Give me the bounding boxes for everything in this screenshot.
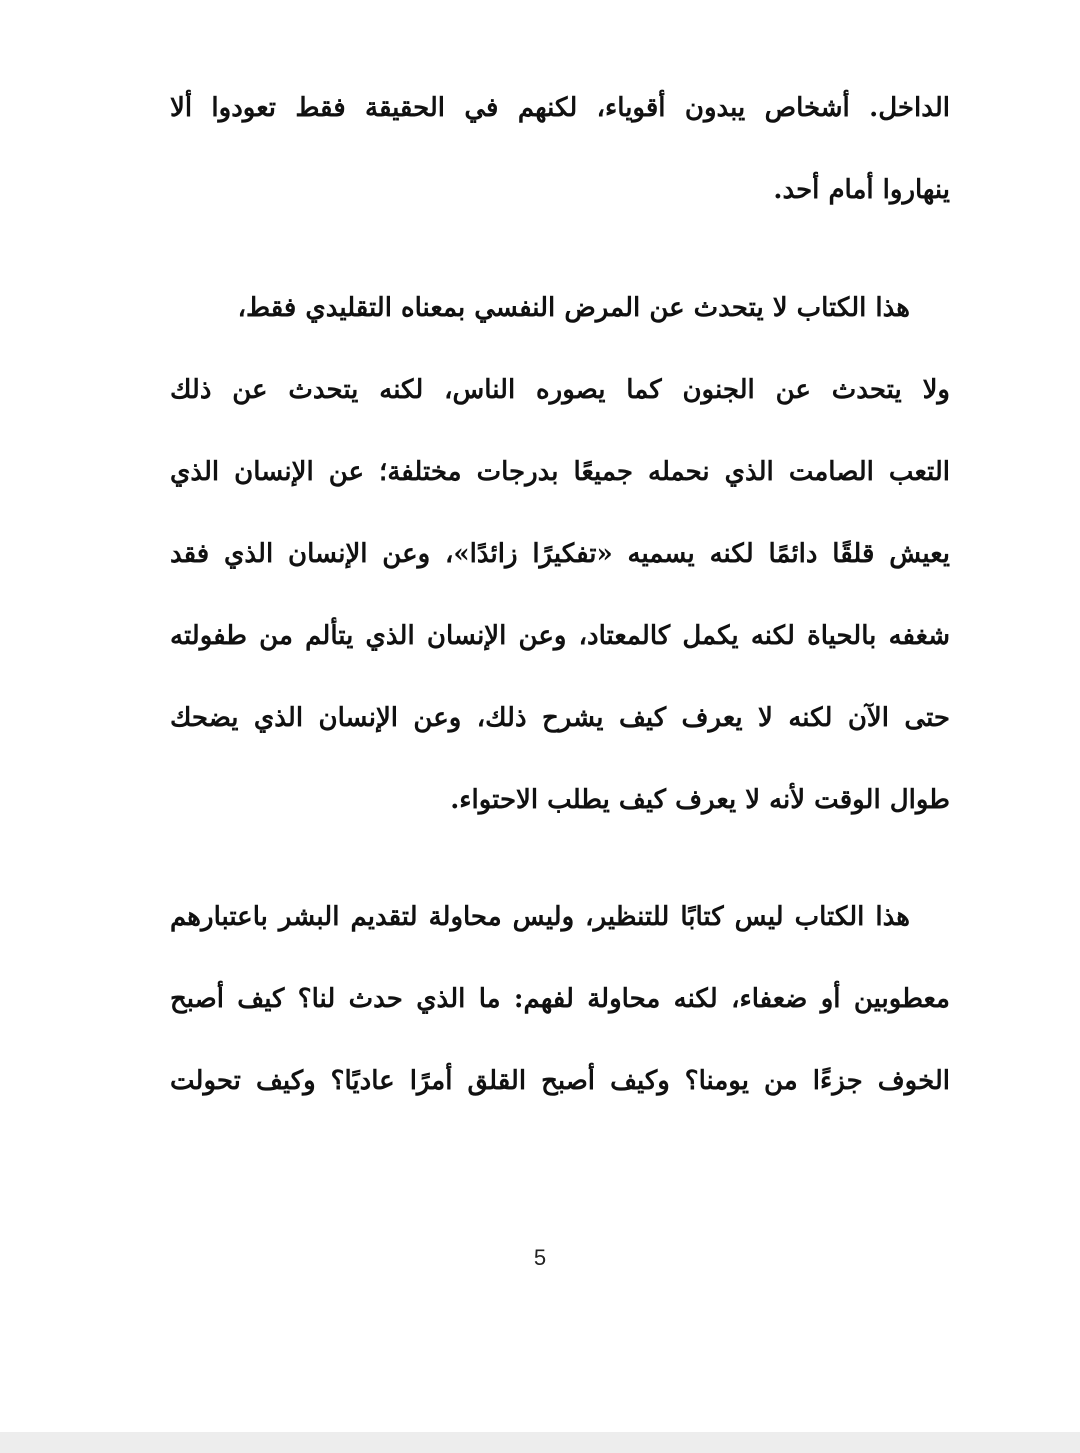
text-line: التعب الصامت الذي نحمله جميعًا بدرجات مختلفة؛ عن الإنسان الذي (170, 457, 950, 487)
text-line: ينهاروا أمام أحد. (773, 175, 950, 205)
page-number: 5 (533, 1245, 547, 1270)
text-line: طوال الوقت لأنه لا يعرف كيف يطلب الاحتواء. (450, 785, 950, 815)
text-line: هذا الكتاب لا يتحدث عن المرض النفسي بمعناه التقليدي فقط، (237, 293, 910, 323)
text-line: شغفه بالحياة لكنه يكمل كالمعتاد، وعن الإنسان الذي يتألم من طفولته (170, 621, 950, 651)
text-line: الداخل. أشخاص يبدون أقوياء، لكنهم في الحقيقة فقط تعودوا ألا (170, 93, 950, 123)
text-line: يعيش قلقًا دائمًا لكنه يسميه «تفكيرًا زائدًا»، وعن الإنسان الذي فقد (170, 539, 950, 569)
text-line: معطوبين أو ضعفاء، لكنه محاولة لفهم: ما الذي حدث لنا؟ كيف أصبح (170, 984, 950, 1014)
text-line: حتى الآن لكنه لا يعرف كيف يشرح ذلك، وعن الإنسان الذي يضحك (170, 703, 950, 733)
paragraph (170, 88, 950, 252)
bottom-bar (0, 1432, 1080, 1453)
text-line: الخوف جزءًا من يومنا؟ وكيف أصبح القلق أمرًا عاديًا؟ وكيف تحولت (170, 1066, 950, 1096)
paragraph (170, 288, 950, 862)
text-line: ولا يتحدث عن الجنون كما يصوره الناس، لكنه يتحدث عن ذلك (170, 375, 950, 405)
paragraph (170, 897, 950, 1143)
text-line: هذا الكتاب ليس كتابًا للتنظير، وليس محاولة لتقديم البشر باعتبارهم (170, 902, 910, 932)
